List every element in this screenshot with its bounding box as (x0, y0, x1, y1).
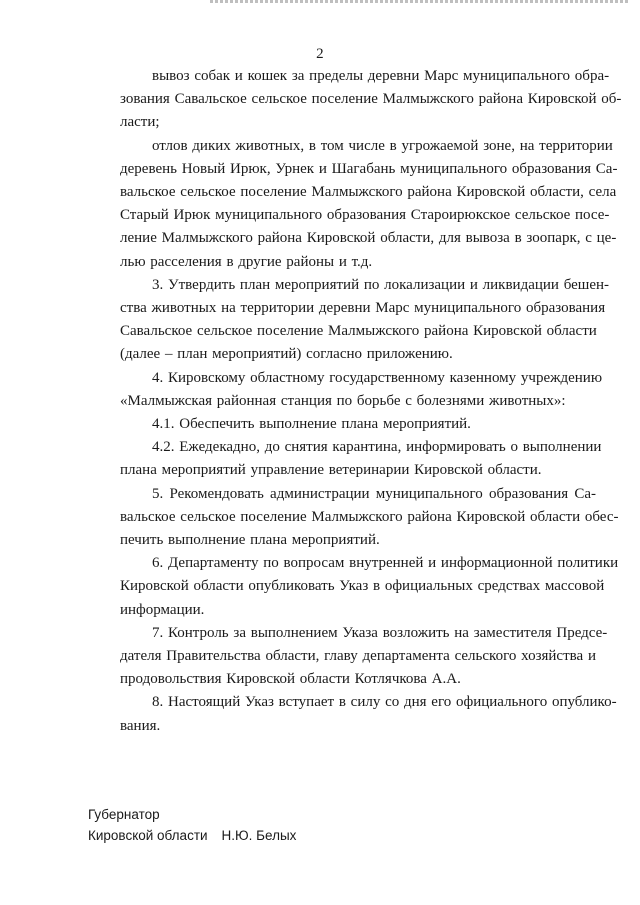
text-line: 5. Рекомендовать администрации муниципального образования Са- (152, 485, 596, 502)
text-line: зования Савальское сельское поселение Малмыжского района Кировской об- (120, 91, 622, 108)
paragraph-item-7 (88, 622, 608, 692)
text-line: информации. (120, 601, 205, 618)
text-line: Кировской области опубликовать Указ в официальных средствах массовой (120, 578, 605, 595)
signature-block (88, 804, 296, 846)
text-line: ласти; (120, 114, 160, 131)
text-line: (далее – план мероприятий) согласно приложению. (120, 346, 453, 363)
signatory-title: Губернатор (88, 807, 160, 822)
text-line: Савальское сельское поселение Малмыжского района Кировской области (120, 323, 597, 340)
paragraph-item-4-1 (88, 413, 596, 436)
scan-edge-mark (210, 0, 630, 3)
page-number: 2 (316, 46, 324, 62)
text-line: 6. Департаменту по вопросам внутренней и информационной политики (152, 555, 619, 572)
signatory-name: Н.Ю. Белых (221, 828, 297, 843)
text-line: вальское сельское поселение Малмыжского района Кировской области, села (120, 184, 617, 201)
document-body (88, 65, 622, 738)
text-line: продовольствия Кировской области Котлячкова А.А. (120, 671, 461, 688)
text-line: вальское сельское поселение Малмыжского района Кировской области обес- (120, 508, 619, 525)
text-line: 7. Контроль за выполнением Указа возложить на заместителя Предсе- (152, 624, 608, 641)
text-line: ства животных на территории деревни Марс муниципального образования (120, 300, 606, 317)
text-line: вания. (120, 717, 161, 734)
text-line: 4.1. Обеспечить выполнение плана мероприятий. (152, 416, 471, 433)
text-line: вывоз собак и кошек за пределы деревни Марс муниципального обра- (152, 68, 610, 84)
text-line: «Малмыжская районная станция по борьбе с болезнями животных»: (120, 392, 566, 409)
paragraph-item-4 (88, 367, 603, 413)
text-line: печить выполнение плана мероприятий. (120, 532, 380, 549)
text-line: 4. Кировскому областному государственному казенному учреждению (152, 369, 603, 386)
text-line: ление Малмыжского района Кировской области, для вывоза в зоопарк, с це- (120, 230, 617, 247)
text-line: плана мероприятий управление ветеринарии Кировской области. (120, 462, 542, 479)
paragraph-item-5 (88, 483, 619, 553)
text-line: 4.2. Ежедекадно, до снятия карантина, информировать о выполнении (152, 439, 602, 456)
text-line: Старый Ирюк муниципального образования Староирюкское сельское посе- (120, 207, 610, 224)
paragraph-dog-cat-removal (88, 65, 622, 135)
text-line: деревень Новый Ирюк, Урнек и Шагабань муниципального образования Са- (120, 160, 618, 177)
signatory-region-row (88, 825, 296, 846)
paragraph-item-3 (88, 274, 610, 367)
text-line: отлов диких животных, в том числе в угрожаемой зоне, на территории (152, 137, 613, 154)
text-line: лью расселения в другие районы и т.д. (120, 253, 373, 270)
text-line: 3. Утвердить план мероприятий по локализации и ликвидации бешен- (152, 276, 610, 293)
paragraph-item-4-2 (88, 436, 602, 482)
text-line: 8. Настоящий Указ вступает в силу со дня его официального опублико- (152, 694, 617, 711)
paragraph-item-8 (88, 691, 617, 737)
paragraph-item-6 (88, 552, 619, 622)
text-line: дателя Правительства области, главу департамента сельского хозяйства и (120, 648, 596, 665)
signatory-region: Кировской области (88, 828, 208, 843)
paragraph-wild-animals (88, 135, 618, 274)
